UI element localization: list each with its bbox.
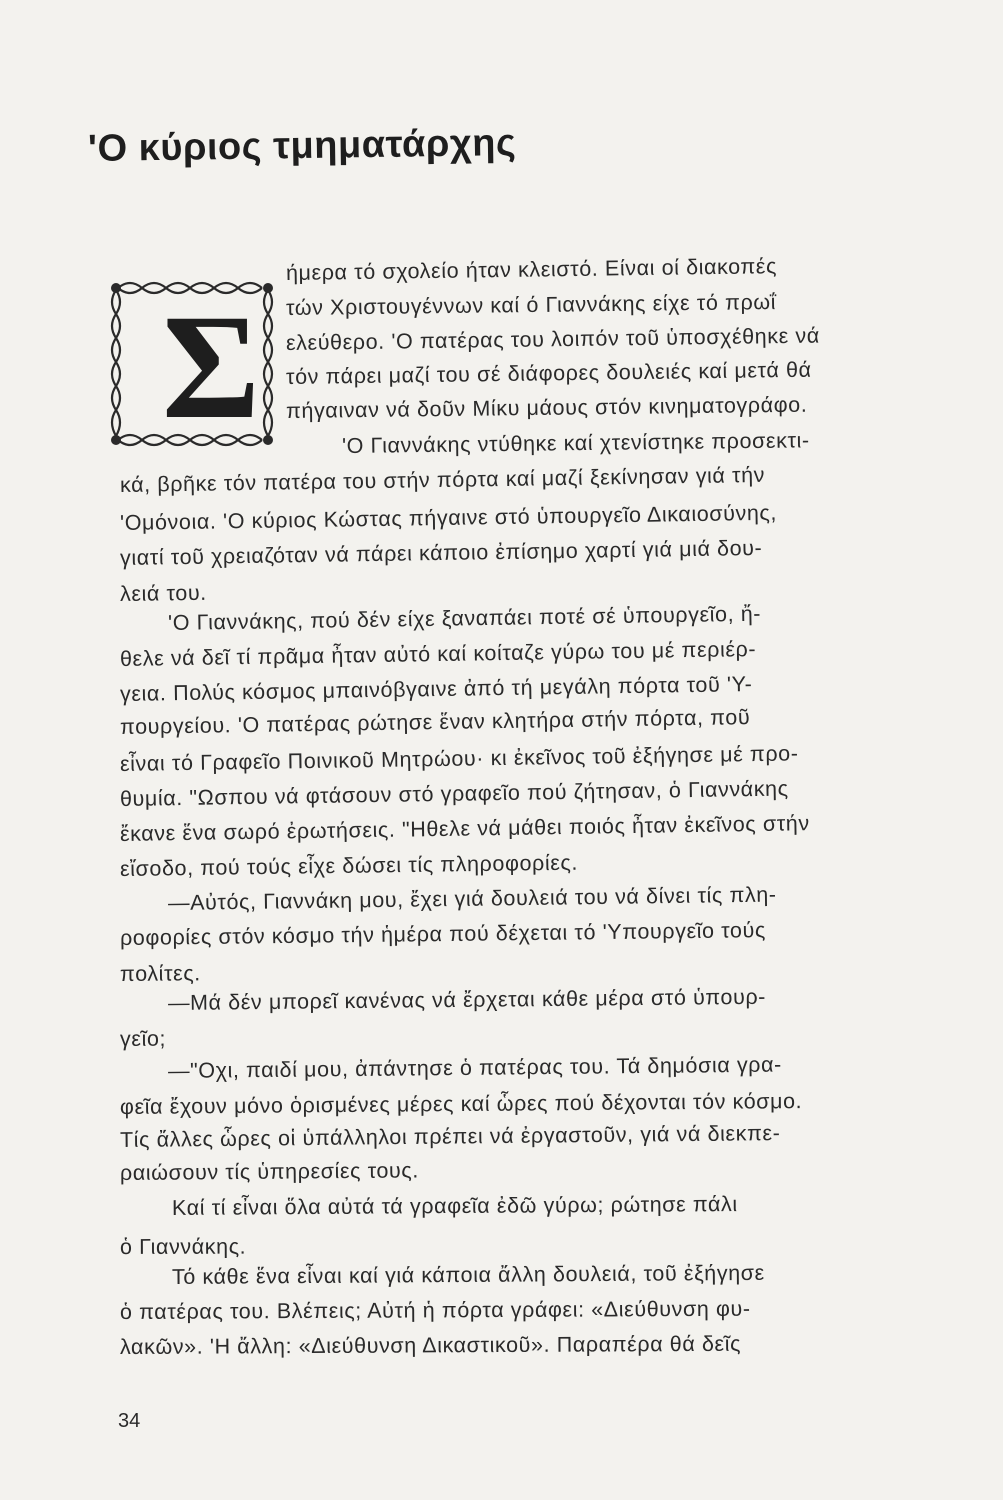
text-line: 'Ο Γιαννάκης, πού δέν είχε ξαναπάει ποτέ σέ ὑπουργεῖο, ἤ- — [167, 601, 762, 635]
text-line: εἶναι τό Γραφεῖο Ποινικοῦ Μητρώου· κι ἐκεῖνος τοῦ ἐξήγησε μέ προ- — [119, 741, 799, 776]
text-line: πουργείου. 'Ο πατέρας ρώτησε ἕναν κλητήρα στήν πόρτα, ποῦ — [119, 705, 751, 739]
text-line: —Μά δέν μπορεῖ κανένας νά ἔρχεται κάθε μέρα στό ὑπουρ- — [167, 984, 767, 1015]
text-line: ήμερα τό σχολείο ήταν κλειστό. Είναι οί διακοπές — [285, 254, 778, 285]
text-line: κά, βρῆκε τόν πατέρα του στήν πόρτα καί μαζί ξεκίνησαν γιά τήν — [119, 462, 766, 497]
text-line: 'Ομόνοια. 'Ο κύριος Κώστας πήγαινε στό ὑπουργεῖο Δικαιοσύνης, — [119, 500, 778, 535]
drop-cap-letter: Σ — [162, 284, 261, 450]
text-line: λειά του. — [119, 580, 207, 606]
text-line: πολίτες. — [119, 961, 201, 986]
text-line: Καί τί εἶναι ὅλα αὐτά τά γραφεῖα ἐδῶ γύρω; ρώτησε πάλι — [171, 1192, 738, 1220]
text-line: γιατί τοῦ χρειαζόταν νά πάρει κάποιο ἐπίσημο χαρτί γιά μιά δου- — [119, 535, 763, 570]
text-line: πήγαιναν νά δοῦν Μίκυ μάους στόν κινηματογράφο. — [285, 392, 808, 423]
text-line: ελεύθερο. 'Ο πατέρας του λοιπόν τοῦ ὑποσχέθηκε νά — [285, 323, 820, 355]
text-line: θελε νά δεῖ τί πρᾶμα ἦταν αὐτό καί κοίταζε γύρω του μέ περιέρ- — [119, 637, 757, 671]
text-line: Τό κάθε ἕνα εἶναι καί γιά κάποια ἄλλη δουλειά, τοῦ ἐξήγησε — [171, 1260, 765, 1289]
text-line: ραιώσουν τίς ὑπηρεσίες τους. — [119, 1158, 419, 1185]
text-line: ὁ πατέρας του. Βλέπεις; Αὐτή ἡ πόρτα γράφει: «Διεύθυνση φυ- — [119, 1296, 751, 1324]
text-line: —"Οχι, παιδί μου, ἀπάντησε ὁ πατέρας του. Τά δημόσια γρα- — [167, 1052, 782, 1083]
text-line: φεῖα ἔχουν μόνο ὁρισμένες μέρες καί ὧρες πού δέχονται τόν κόσμο. — [119, 1089, 803, 1119]
text-line: ροφορίες στόν κόσμο τήν ἡμέρα πού δέχεται τό 'Υπουργεῖο τούς — [119, 918, 766, 950]
text-line: τών Χριστουγέννων καί ό Γιαννάκης είχε τό πρωΐ — [285, 290, 777, 320]
text-line: γεια. Πολύς κόσμος μπαινόβγαινε ἀπό τή μεγάλη πόρτα τοῦ 'Υ- — [119, 672, 753, 706]
text-line: ἔκανε ἕνα σωρό ἐρωτήσεις. "Ηθελε νά μάθει ποιός ἦταν ἐκεῖνος στήν — [119, 811, 810, 846]
text-line: γεῖο; — [119, 1026, 167, 1051]
text-line: 'Ο Γιαννάκης ντύθηκε καί χτενίστηκε προσεκτι- — [341, 428, 810, 458]
text-line: τόν πάρει μαζί του σέ διάφορες δουλειές καί μετά θά — [285, 357, 812, 389]
text-line: θυμία. "Ωσπου νά φτάσουν στό γραφεῖο πού ζήτησαν, ὁ Γιαννάκης — [119, 776, 789, 811]
text-line: —Αὐτός, Γιαννάκη μου, ἔχει γιά δουλειά του νά δίνει τίς πλη- — [167, 882, 777, 915]
text-line: εἴσοδο, πού τούς εἶχε δώσει τίς πληροφορίες. — [119, 850, 579, 881]
text-line: Τίς ἄλλες ὧρες οἱ ὑπάλληλοι πρέπει νά ἐργαστοῦν, γιά νά διεκπε- — [119, 1121, 781, 1152]
text-line: λακῶν». 'Η ἄλλη: «Διεύθυνση Δικαστικοῦ». Παραπέρα θά δεῖς — [119, 1331, 742, 1359]
text-line: ὁ Γιαννάκης. — [119, 1234, 247, 1259]
decorative-drop-cap — [104, 274, 280, 454]
page-number: 34 — [118, 1410, 141, 1432]
chapter-title: 'Ο κύριος τμηματάρχης — [87, 122, 517, 170]
